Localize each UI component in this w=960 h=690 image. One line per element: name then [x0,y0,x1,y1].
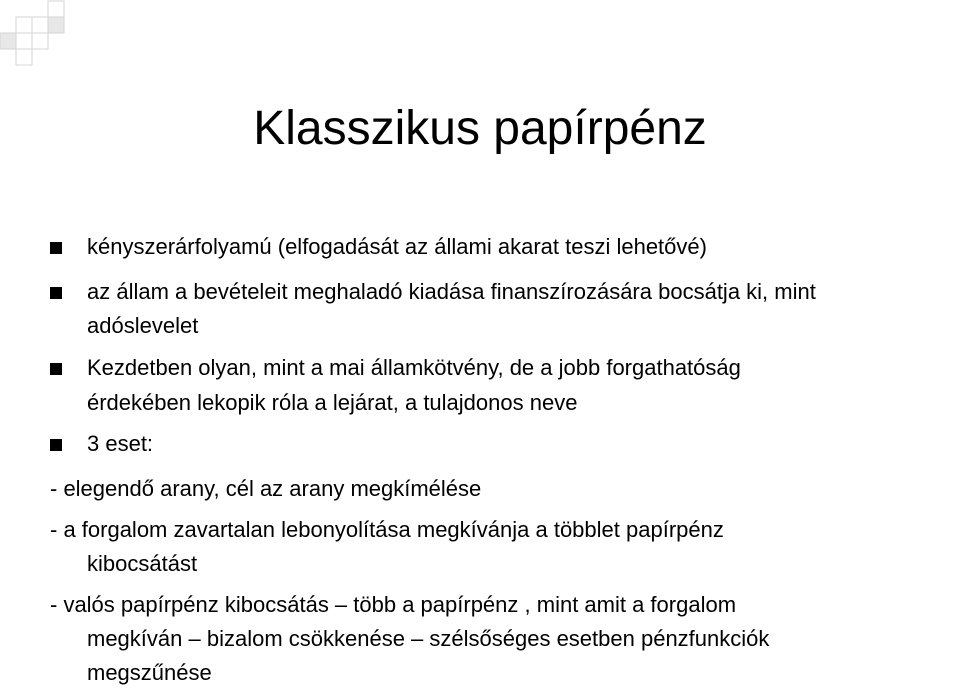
dash-item-line: megkíván – bizalom csökkenése – szélsőséges esetben pénzfunkciók [87,626,770,651]
corner-grid-decoration [0,0,70,70]
bullet-line: adóslevelet [87,313,199,338]
bullet-line: az állam a bevételeit meghaladó kiadása finanszírozására bocsátja ki, mint [87,279,816,304]
dash-item-line: kibocsátást [87,551,198,576]
dash-item-line: - valós papírpénz kibocsátás – több a papírpénz , mint amit a forgalom [50,592,737,617]
bullet-line: kényszerárfolyamú (elfogadását az állami akarat teszi lehetővé) [87,234,707,259]
dash-item-line: megszűnése [87,660,212,685]
dash-item-line: - elegendő arany, cél az arany megkímélése [50,476,482,501]
slide-title: Klasszikus papírpénz [253,102,707,155]
square-bullet-icon [50,363,62,375]
bullet-line: 3 eset: [87,431,154,456]
square-bullet-icon [50,439,62,451]
square-bullet-icon [50,242,62,254]
square-bullet-icon [50,287,62,299]
bullet-line: Kezdetben olyan, mint a mai államkötvény, de a jobb forgathatóság [87,355,741,380]
bullet-line: érdekében lekopik róla a lejárat, a tulajdonos neve [87,390,578,415]
dash-item-line: - a forgalom zavartalan lebonyolítása megkívánja a többlet papírpénz [50,517,724,542]
